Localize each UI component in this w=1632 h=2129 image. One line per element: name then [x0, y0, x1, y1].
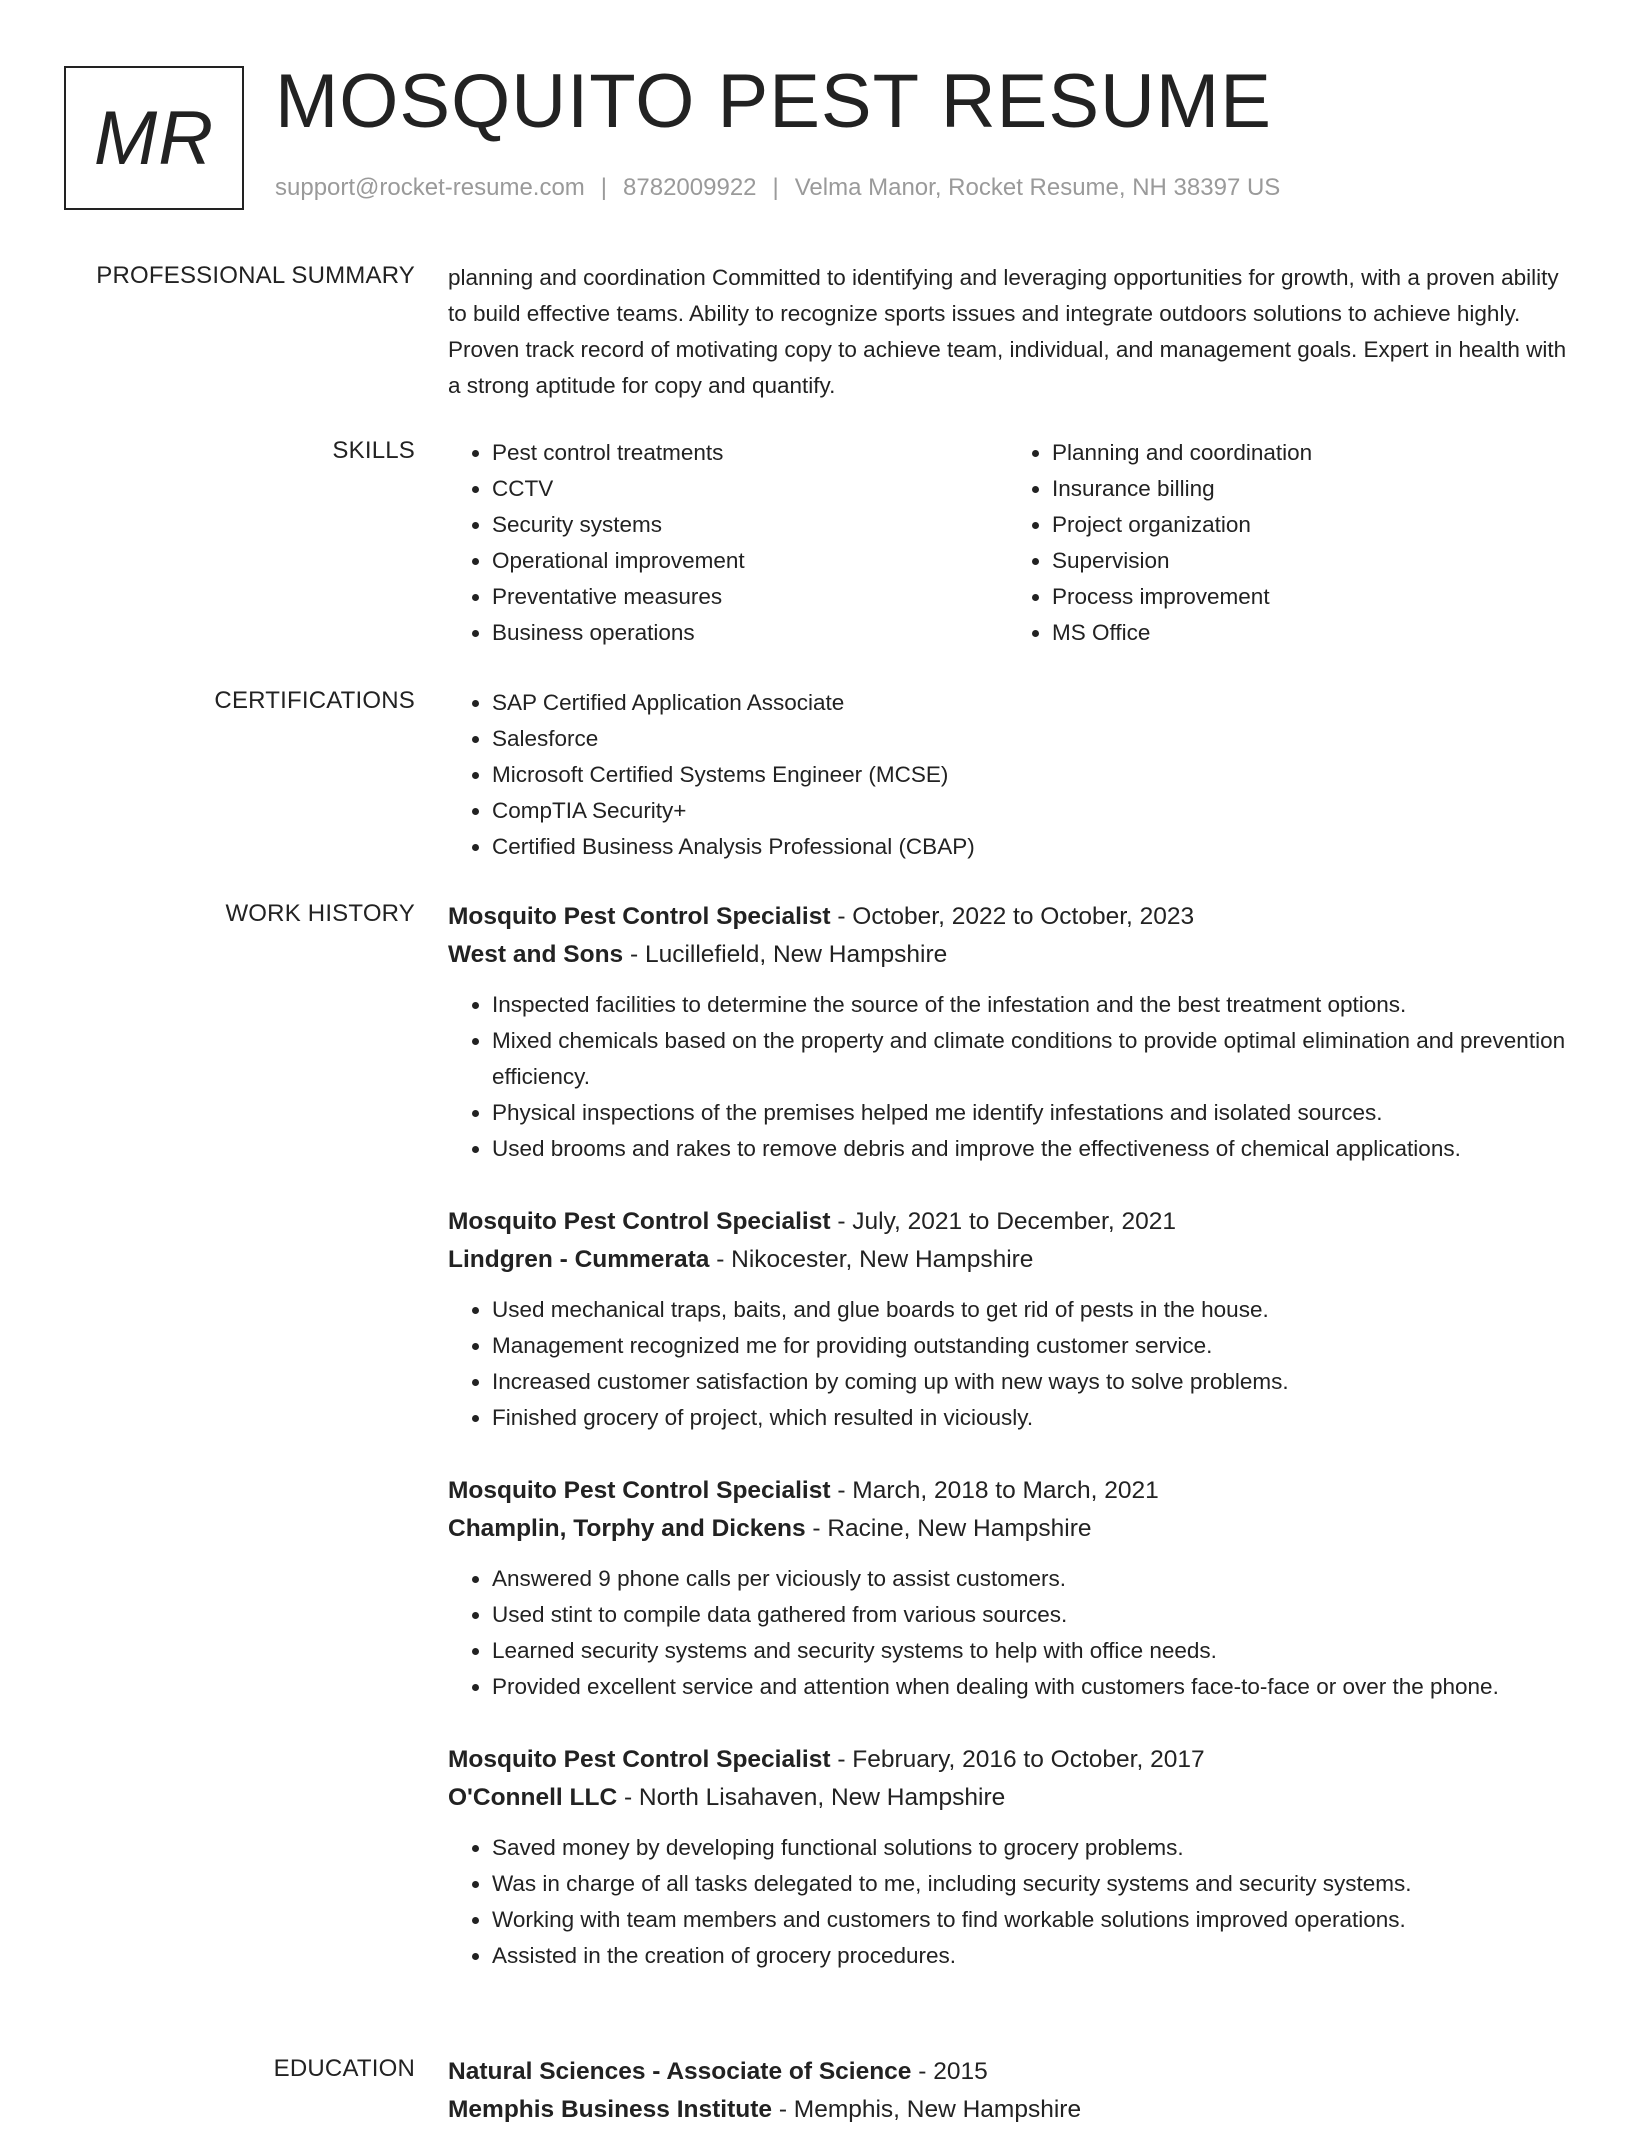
- job-title-line: [448, 1472, 1568, 1510]
- education-location: - Memphis, New Hampshire: [778, 2096, 1082, 2123]
- job-bullet: • Used mechanical traps, baits, and glue boards to get rid of pests in the house.: [492, 1292, 1568, 1328]
- job-entry: [448, 898, 1568, 1167]
- section-body: [448, 2053, 1568, 2129]
- job-entry: [448, 1472, 1568, 1705]
- job-bullet: • Physical inspections of the premises helped me identify infestations and isolated sources.: [492, 1095, 1568, 1131]
- section-body: [448, 685, 1568, 865]
- section-body: [448, 898, 1568, 2010]
- job-bullet: • Inspected facilities to determine the source of the infestation and the best treatment options.: [492, 987, 1568, 1023]
- certification-item: • Certified Business Analysis Professional (CBAP): [492, 829, 1568, 865]
- skill-item: • CCTV: [492, 471, 1008, 507]
- job-bullet: • Saved money by developing functional solutions to grocery problems.: [492, 1830, 1568, 1866]
- job-bullet: • Learned security systems and security systems to help with office needs.: [492, 1633, 1568, 1669]
- job-location: - Racine, New Hampshire: [812, 1515, 1092, 1542]
- summary-text: planning and coordination Committed to identifying and leveraging opportunities for growth, with a proven ability to build effective teams. Ability to recognize sports issues and integrate outdoors solutions to achieve highly. Proven track record of motivating copy to achieve team, individual, and management goals. Expert in health with a strong aptitude for copy and quantify.: [448, 265, 1567, 398]
- certification-item: • SAP Certified Application Associate: [492, 685, 1568, 721]
- skill-item: • Insurance billing: [1052, 471, 1568, 507]
- job-bullet: • Increased customer satisfaction by coming up with new ways to solve problems.: [492, 1364, 1568, 1400]
- job-role: Mosquito Pest Control Specialist: [448, 1746, 831, 1773]
- skills-list-right: [1008, 435, 1568, 651]
- job-role: Mosquito Pest Control Specialist: [448, 1208, 831, 1235]
- job-dates: - March, 2018 to March, 2021: [837, 1477, 1159, 1504]
- resume-title: MOSQUITO PEST RESUME: [275, 59, 1272, 144]
- job-location: - North Lisahaven, New Hampshire: [623, 1784, 1006, 1811]
- contact-phone[interactable]: 8782009922: [623, 174, 757, 201]
- skill-item: • Operational improvement: [492, 543, 1008, 579]
- section-title: EDUCATION: [273, 2055, 415, 2082]
- job-role: Mosquito Pest Control Specialist: [448, 903, 831, 930]
- skill-item: • Process improvement: [1052, 579, 1568, 615]
- skill-item: • Pest control treatments: [492, 435, 1008, 471]
- job-dates: - February, 2016 to October, 2017: [837, 1746, 1205, 1773]
- contact-separator: |: [600, 174, 608, 201]
- education-year: - 2015: [918, 2058, 988, 2085]
- section-title: SKILLS: [332, 437, 415, 464]
- job-bullet: • Provided excellent service and attention when dealing with customers face-to-face or over the phone.: [492, 1669, 1568, 1705]
- job-bullet: • Assisted in the creation of grocery procedures.: [492, 1938, 1568, 1974]
- skills-columns: [448, 435, 1568, 651]
- job-bullet: • Mixed chemicals based on the property and climate conditions to provide optimal elimination and prevention efficiency.: [492, 1023, 1568, 1095]
- job-company: West and Sons: [448, 941, 624, 968]
- job-company-line: [448, 1779, 1568, 1817]
- job-company: Lindgren - Cummerata: [448, 1246, 710, 1273]
- skill-item: • Project organization: [1052, 507, 1568, 543]
- education-school-line: [448, 2091, 1568, 2129]
- job-dates: - July, 2021 to December, 2021: [837, 1208, 1176, 1235]
- contact-separator: |: [772, 174, 779, 201]
- job-bullets: [448, 1561, 1568, 1705]
- job-bullet: • Was in charge of all tasks delegated to me, including security systems and security systems.: [492, 1866, 1568, 1902]
- section-title: PROFESSIONAL SUMMARY: [96, 262, 415, 289]
- job-company: O'Connell LLC: [448, 1784, 618, 1811]
- job-entry: [448, 1203, 1568, 1436]
- job-bullet: • Finished grocery of project, which resulted in viciously.: [492, 1400, 1568, 1436]
- job-bullets: [448, 1292, 1568, 1436]
- education-section: [64, 2053, 1568, 2123]
- skill-item: • Planning and coordination: [1052, 435, 1568, 471]
- section-body: [448, 260, 1568, 404]
- contact-line: [275, 174, 1280, 202]
- job-company-line: [448, 1510, 1568, 1548]
- job-dates: - October, 2022 to October, 2023: [837, 903, 1195, 930]
- education-degree: Natural Sciences - Associate of Science: [448, 2058, 912, 2085]
- job-bullet: • Answered 9 phone calls per viciously to assist customers.: [492, 1561, 1568, 1597]
- job-bullet: • Used brooms and rakes to remove debris and improve the effectiveness of chemical applications.: [492, 1131, 1568, 1167]
- skill-item: • Supervision: [1052, 543, 1568, 579]
- job-bullet: • Management recognized me for providing outstanding customer service.: [492, 1328, 1568, 1364]
- skill-item: • Security systems: [492, 507, 1008, 543]
- section-title: CERTIFICATIONS: [214, 687, 415, 714]
- job-title-line: [448, 1203, 1568, 1241]
- monogram-badge: MR: [64, 66, 244, 210]
- education-degree-line: [448, 2053, 1568, 2091]
- skill-item: • MS Office: [1052, 615, 1568, 651]
- job-company: Champlin, Torphy and Dickens: [448, 1515, 806, 1542]
- resume-header: [64, 59, 1568, 210]
- skills-section: [64, 435, 1568, 655]
- section-title: WORK HISTORY: [225, 900, 415, 927]
- skill-item: • Business operations: [492, 615, 1008, 651]
- job-location: - Nikocester, New Hampshire: [716, 1246, 1034, 1273]
- certifications-list: [448, 685, 1568, 865]
- certification-item: • Salesforce: [492, 721, 1568, 757]
- job-bullet: • Used stint to compile data gathered from various sources.: [492, 1597, 1568, 1633]
- job-location: - Lucillefield, New Hampshire: [629, 941, 948, 968]
- skills-list-left: [448, 435, 1008, 651]
- job-title-line: [448, 898, 1568, 936]
- job-bullet: • Working with team members and customers to find workable solutions improved operations.: [492, 1902, 1568, 1938]
- job-entry: [448, 1741, 1568, 1974]
- contact-address: Velma Manor, Rocket Resume, NH 38397 US: [794, 174, 1281, 201]
- education-school: Memphis Business Institute: [448, 2096, 773, 2123]
- certifications-section: [64, 685, 1568, 865]
- contact-email[interactable]: support@rocket-resume.com: [275, 174, 585, 201]
- certification-item: • CompTIA Security+: [492, 793, 1568, 829]
- job-company-line: [448, 936, 1568, 974]
- job-company-line: [448, 1241, 1568, 1279]
- job-title-line: [448, 1741, 1568, 1779]
- job-role: Mosquito Pest Control Specialist: [448, 1477, 831, 1504]
- skill-item: • Preventative measures: [492, 579, 1008, 615]
- summary-section: [64, 260, 1568, 400]
- job-bullets: [448, 987, 1568, 1167]
- certification-item: • Microsoft Certified Systems Engineer (MCSE): [492, 757, 1568, 793]
- job-bullets: [448, 1830, 1568, 1974]
- work-history-section: [64, 898, 1568, 2028]
